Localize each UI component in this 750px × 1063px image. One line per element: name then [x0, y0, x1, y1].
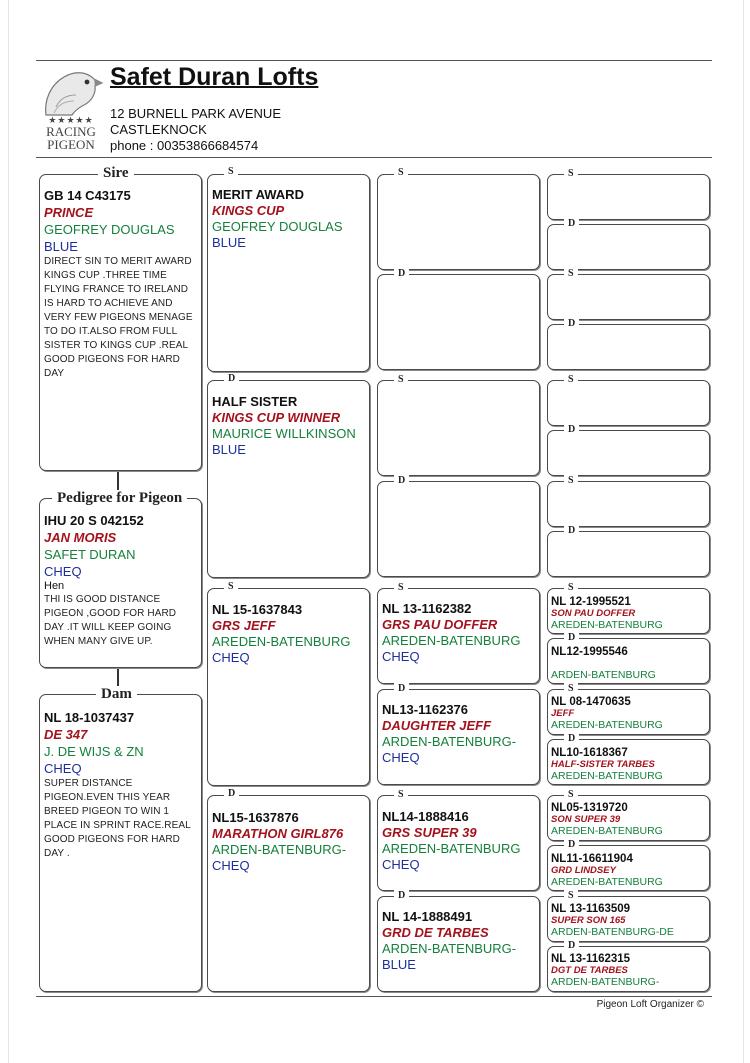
gen3-dds-breeder: AREDEN-BATENBURG: [382, 841, 521, 856]
gen4-ddss-breeder: AREDEN-BATENBURG: [551, 825, 663, 837]
sire-notes: DIRECT SIN TO MERIT AWARD KINGS CUP .THREE TIME FLYING FRANCE TO IRELAND IS HARD TO ACHIEVE AND VERY FEW PIGEONS MENAGE TO DO IT.ALSO FROM FULL SISTER TO KINGS CUP .REAL GOOD PIGEONS FOR HARD DAY: [44, 256, 193, 379]
gen4-ssss-card[interactable]: [547, 174, 710, 220]
gen4-ddss-card[interactable]: [547, 795, 710, 841]
gen4-ssdd-card[interactable]: [547, 324, 710, 370]
gen4-ddds-ring: NL 13-1163509: [551, 903, 631, 915]
sire-ring-number: GB 14 C43175: [44, 188, 131, 203]
gen4-dsdd-ring: NL10-1618367: [551, 747, 628, 759]
gen4-sdds-card[interactable]: [547, 481, 710, 527]
gen3-dds-s-label: S: [394, 789, 408, 801]
gen3-ssd-d-label: D: [394, 268, 409, 280]
pigeon-breeder: SAFET DURAN: [44, 547, 136, 562]
header-top-rule: [36, 60, 712, 61]
address-line-2: CASTLEKNOCK: [110, 122, 207, 137]
sire-color: BLUE: [44, 239, 78, 254]
logo-text-racing: RACING: [46, 124, 96, 139]
gen3-ssd-card[interactable]: [377, 274, 540, 370]
gen4-ssss-s-label: S: [564, 168, 578, 180]
pigeon-sex: Hen: [44, 580, 65, 592]
gen4-sddd-d-label: D: [564, 525, 579, 537]
gen4-sdds-s-label: S: [564, 475, 578, 487]
gen2-dd-name: MARATHON GIRL876: [212, 826, 344, 841]
gen3-sds-s-label: S: [394, 374, 408, 386]
gen3-dsd-d-label: D: [394, 683, 409, 695]
gen4-sdsd-card[interactable]: [547, 430, 710, 476]
sire-breeder: GEOFREY DOUGLAS: [44, 222, 175, 237]
gen2-dd-ring: NL15-1637876: [212, 810, 299, 825]
gen4-dddd-breeder: ARDEN-BATENBURG-: [551, 976, 660, 988]
racing-pigeon-logo: [38, 65, 104, 151]
gen3-dds-color: CHEQ: [382, 857, 420, 872]
gen4-ddds-name: SUPER SON 165: [551, 915, 626, 926]
gen3-dsd-card[interactable]: [377, 689, 540, 785]
gen2-ss-color: BLUE: [212, 235, 246, 250]
dam-notes: SUPER DISTANCE PIGEON.EVEN THIS YEAR BREED PIGEON TO WIN 1 PLACE IN SPRINT RACE.REAL GOOD PIGEONS FOR HARD DAY .: [44, 778, 191, 859]
gen3-dds-ring: NL14-1888416: [382, 809, 469, 824]
gen4-sdsd-d-label: D: [564, 424, 579, 436]
dam-color: CHEQ: [44, 761, 82, 776]
gen3-dss-name: GRS PAU DOFFER: [382, 617, 498, 632]
gen3-sds-card[interactable]: [377, 380, 540, 476]
gen4-ddsd-ring: NL11-16611904: [551, 853, 633, 865]
phone-number: phone : 00353866684574: [110, 138, 259, 153]
footer-credit: Pigeon Loft Organizer ©: [596, 999, 704, 1010]
gen4-ssdd-d-label: D: [564, 318, 579, 330]
gen4-dsdd-name: HALF-SISTER TARBES: [551, 759, 655, 770]
gen2-dd-color: CHEQ: [212, 858, 250, 873]
gen4-dsds-name: JEFF: [551, 708, 575, 719]
gen3-dds-card[interactable]: [377, 795, 540, 891]
gen4-dsds-ring: NL 08-1470635: [551, 696, 631, 708]
gen4-ddsd-name: GRD LINDSEY: [551, 865, 616, 876]
gen4-dddd-ring: NL 13-1162315: [551, 953, 631, 965]
loft-name: Safet Duran Lofts: [110, 63, 319, 91]
gen2-ds-name: GRS JEFF: [212, 618, 276, 633]
sire-label: Sire: [98, 165, 134, 181]
gen3-ddd-color: BLUE: [382, 957, 416, 972]
gen4-sdss-card[interactable]: [547, 380, 710, 426]
gen4-ddss-s-label: S: [564, 789, 578, 801]
gen2-sire-sire-card[interactable]: [207, 174, 370, 372]
gen4-ssds-s-label: S: [564, 268, 578, 280]
gen3-dsd-breeder: ARDEN-BATENBURG-: [382, 734, 517, 749]
dam-breeder: J. DE WIJS & ZN: [44, 744, 144, 759]
gen2-sd-ring: HALF SISTER: [212, 394, 298, 409]
gen4-ssds-card[interactable]: [547, 274, 710, 320]
pigeon-color: CHEQ: [44, 564, 82, 579]
gen3-sdd-d-label: D: [394, 475, 409, 487]
gen2-ss-name: KINGS CUP: [212, 203, 285, 218]
gen4-ddds-card[interactable]: [547, 896, 710, 942]
gen4-dssd-breeder: ARDEN-BATENBURG: [551, 669, 656, 681]
gen4-dssd-d-label: D: [564, 632, 579, 644]
gen4-dssd-card[interactable]: [547, 638, 710, 684]
pigeon-head-icon: [38, 65, 104, 117]
logo-stars: ★★★★★: [48, 115, 94, 125]
connector-sire-pigeon: [117, 470, 119, 492]
gen3-ddd-name: GRD DE TARBES: [382, 925, 489, 940]
address-line-1: 12 BURNELL PARK AVENUE: [110, 106, 281, 121]
dam-ring-number: NL 18-1037437: [44, 710, 135, 725]
gen3-sss-card[interactable]: [377, 174, 540, 270]
logo-text-pigeon: PIGEON: [47, 137, 95, 152]
gen3-dss-card[interactable]: [377, 588, 540, 684]
gen2-sd-d-label: D: [224, 373, 239, 385]
gen3-dsd-name: DAUGHTER JEFF: [382, 718, 492, 733]
gen3-ddd-ring: NL 14-1888491: [382, 909, 473, 924]
gen2-sd-name: KINGS CUP WINNER: [212, 410, 341, 425]
gen2-dd-breeder: ARDEN-BATENBURG-: [212, 842, 347, 857]
gen4-dssd-name: [551, 659, 707, 669]
gen4-dsss-card[interactable]: [547, 588, 710, 634]
gen2-ds-color: CHEQ: [212, 650, 250, 665]
pigeon-name: JAN MORIS: [44, 530, 117, 545]
gen3-dss-color: CHEQ: [382, 649, 420, 664]
pigeon-notes: THI IS GOOD DISTANCE PIGEON ,GOOD FOR HARD DAY .IT WILL KEEP GOING WHEN MANY GIVE UP.: [44, 594, 177, 647]
gen4-ddss-ring: NL05-1319720: [551, 802, 628, 814]
gen2-ds-ring: NL 15-1637843: [212, 602, 303, 617]
gen3-dsd-color: CHEQ: [382, 750, 420, 765]
gen3-sdd-card[interactable]: [377, 481, 540, 577]
gen4-dddd-name: DGT DE TARBES: [551, 965, 628, 976]
pigeon-ring-number: IHU 20 S 042152: [44, 513, 144, 528]
gen4-dsss-breeder: AREDEN-BATENBURG: [551, 619, 663, 631]
gen4-dsdd-card[interactable]: [547, 739, 710, 785]
gen4-dddd-card[interactable]: [547, 946, 710, 992]
dam-card[interactable]: [39, 694, 202, 992]
gen3-ddd-breeder: ARDEN-BATENBURG-: [382, 941, 517, 956]
pedigree-for-label: Pedigree for Pigeon: [52, 490, 187, 506]
footer-rule: [36, 996, 712, 997]
gen3-ddd-card[interactable]: [377, 896, 540, 992]
gen3-dds-name: GRS SUPER 39: [382, 825, 477, 840]
gen4-ddsd-card[interactable]: [547, 845, 710, 891]
gen3-dss-ring: NL 13-1162382: [382, 601, 472, 616]
sire-card[interactable]: [39, 174, 202, 471]
pigeon-card[interactable]: [39, 498, 202, 668]
gen4-sssd-card[interactable]: [547, 224, 710, 270]
gen4-dddd-d-label: D: [564, 940, 579, 952]
gen2-sire-dam-card[interactable]: [207, 380, 370, 578]
sire-name: PRINCE: [44, 205, 94, 220]
gen4-ddss-name: SON SUPER 39: [551, 814, 621, 825]
gen2-ss-s-label: S: [224, 166, 238, 178]
gen2-ds-s-label: S: [224, 581, 238, 593]
gen4-dssd-ring: NL12-1995546: [551, 646, 628, 658]
gen4-dsss-name: SON PAU DOFFER: [551, 608, 636, 619]
gen4-dsds-s-label: S: [564, 683, 578, 695]
gen4-dsss-s-label: S: [564, 582, 578, 594]
gen4-dsds-card[interactable]: [547, 689, 710, 735]
dam-label: Dam: [96, 686, 137, 702]
gen3-sss-s-label: S: [394, 167, 408, 179]
gen2-sd-color: BLUE: [212, 442, 246, 457]
gen2-ss-ring: MERIT AWARD: [212, 187, 304, 202]
gen2-dd-d-label: D: [224, 788, 239, 800]
gen2-ss-breeder: GEOFREY DOUGLAS: [212, 219, 343, 234]
gen4-sssd-d-label: D: [564, 218, 579, 230]
gen2-ds-breeder: AREDEN-BATENBURG: [212, 634, 351, 649]
gen2-dam-dam-card[interactable]: [207, 795, 370, 992]
gen4-dsdd-d-label: D: [564, 733, 579, 745]
gen2-dam-sire-card[interactable]: [207, 588, 370, 786]
gen2-sd-breeder: MAURICE WILLKINSON: [212, 426, 356, 441]
gen4-ddds-breeder: ARDEN-BATENBURG-DE: [551, 926, 674, 938]
gen3-dsd-ring: NL13-1162376: [382, 702, 469, 717]
gen3-ddd-d-label: D: [394, 890, 409, 902]
gen4-sddd-card[interactable]: [547, 531, 710, 577]
gen3-dss-s-label: S: [394, 582, 408, 594]
gen4-ddsd-breeder: AREDEN-BATENBURG: [551, 876, 663, 888]
gen4-ddsd-d-label: D: [564, 839, 579, 851]
gen4-dsdd-breeder: AREDEN-BATENBURG: [551, 770, 663, 782]
gen4-dsss-ring: NL 12-1995521: [551, 596, 631, 608]
dam-name: DE 347: [44, 727, 88, 742]
gen3-dss-breeder: AREDEN-BATENBURG: [382, 633, 521, 648]
gen4-dsds-breeder: AREDEN-BATENBURG: [551, 719, 663, 731]
gen4-ddds-s-label: S: [564, 890, 578, 902]
gen4-sdss-s-label: S: [564, 374, 578, 386]
header-bottom-rule: [36, 157, 712, 158]
